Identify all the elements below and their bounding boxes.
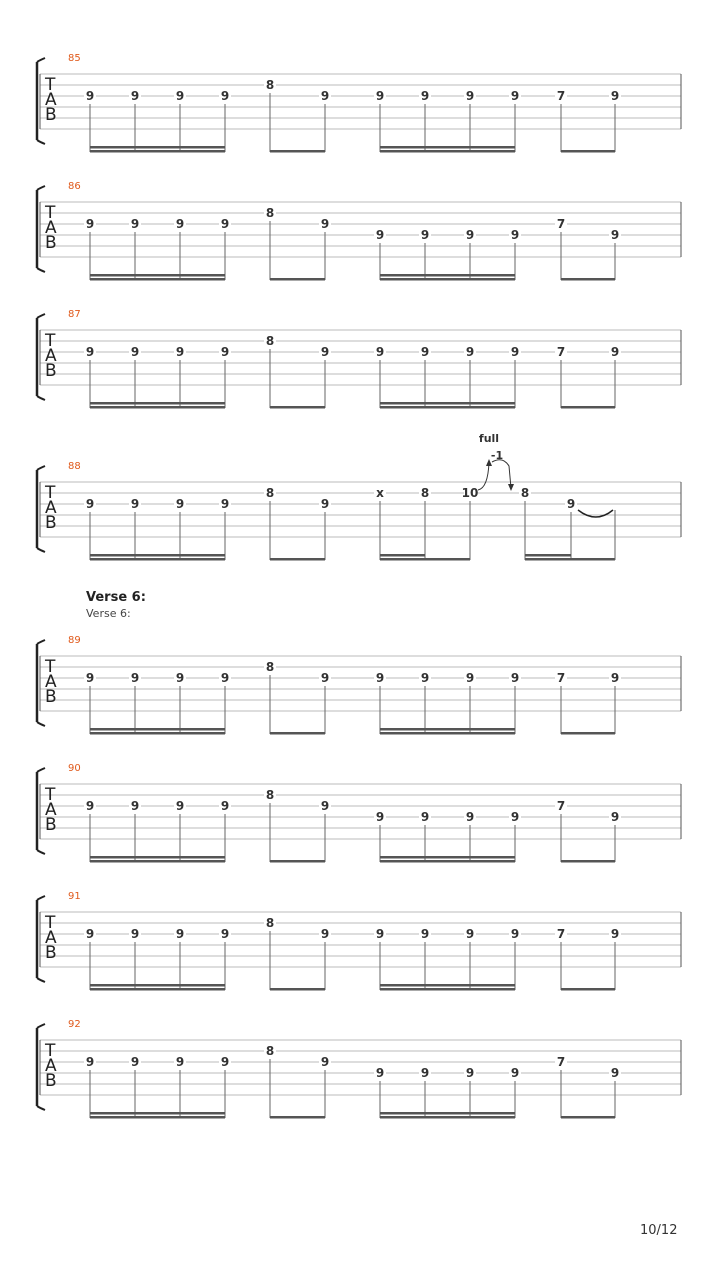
beam-secondary (380, 728, 515, 731)
system-86 (37, 181, 681, 281)
tab-note: 9 (85, 927, 95, 941)
beam-secondary (380, 402, 515, 405)
tab-note: 9 (566, 497, 576, 511)
tab-note: 8 (265, 486, 275, 500)
tab-note: 9 (510, 89, 520, 103)
measure-number: 88 (68, 461, 81, 472)
bracket-bottom-hook (37, 1106, 45, 1110)
beam-secondary (90, 856, 225, 859)
beam-secondary (90, 274, 225, 277)
bracket-top-hook (37, 1024, 45, 1028)
tab-note: 9 (175, 345, 185, 359)
tab-note: 9 (320, 927, 330, 941)
beam-secondary (90, 554, 225, 557)
beam-secondary (380, 554, 425, 557)
tab-note: 8 (265, 916, 275, 930)
beam (270, 150, 325, 153)
tab-note: 9 (610, 228, 620, 242)
beam (380, 732, 515, 735)
tab-letter: T (45, 657, 56, 677)
measure-number: 89 (68, 635, 81, 646)
tab-note: 9 (510, 228, 520, 242)
beam (90, 558, 225, 561)
system-90 (37, 763, 681, 863)
tab-note: 9 (130, 217, 140, 231)
system-88 (37, 432, 681, 561)
beam (525, 558, 615, 561)
tab-note: 9 (465, 89, 475, 103)
tab-letter: A (45, 346, 57, 366)
tab-note: 8 (265, 206, 275, 220)
release-arrowhead (508, 484, 514, 491)
beam (90, 860, 225, 863)
tab-note: 9 (510, 927, 520, 941)
tab-note: x (376, 486, 384, 500)
bracket-bottom-hook (37, 396, 45, 400)
bracket-bottom-hook (37, 140, 45, 144)
tab-note: 7 (556, 799, 566, 813)
tab-note: 8 (265, 334, 275, 348)
tab-note: 9 (420, 345, 430, 359)
tab-note: 9 (175, 671, 185, 685)
tab-note: 9 (510, 1066, 520, 1080)
beam (380, 1116, 515, 1119)
tab-note: 9 (220, 89, 230, 103)
beam (270, 860, 325, 863)
system-92 (37, 1019, 681, 1119)
tab-note: 9 (175, 1055, 185, 1069)
tab-note: 9 (220, 217, 230, 231)
tab-note: 9 (130, 1055, 140, 1069)
tab-letter: T (45, 1041, 56, 1061)
beam (561, 278, 615, 281)
tab-letter: A (45, 928, 57, 948)
tab-letter: A (45, 498, 57, 518)
beam (561, 406, 615, 409)
tab-note: 9 (220, 927, 230, 941)
tab-note: 9 (175, 217, 185, 231)
beam-secondary (380, 146, 515, 149)
tab-note: 9 (220, 671, 230, 685)
measure-number: 90 (68, 763, 81, 774)
tab-note: 7 (556, 1055, 566, 1069)
tab-note: 9 (510, 810, 520, 824)
tab-note: 9 (375, 810, 385, 824)
tab-note: 9 (220, 345, 230, 359)
tab-note: 9 (175, 497, 185, 511)
tab-letter: B (45, 233, 57, 253)
tab-letter: T (45, 483, 56, 503)
bracket-top-hook (37, 466, 45, 470)
tab-note: 9 (220, 497, 230, 511)
bracket-bottom-hook (37, 722, 45, 726)
tab-note: 9 (610, 1066, 620, 1080)
beam-secondary (380, 1112, 515, 1115)
tab-letter: B (45, 815, 57, 835)
tab-letter: A (45, 1056, 57, 1076)
page-number: 10/12 (640, 1223, 678, 1238)
tab-note: 9 (510, 345, 520, 359)
tab-note: 9 (130, 497, 140, 511)
tab-note: 8 (265, 78, 275, 92)
tab-note: 9 (465, 1066, 475, 1080)
tab-letter: T (45, 913, 56, 933)
tab-note: 7 (556, 345, 566, 359)
tab-note: 9 (320, 345, 330, 359)
bracket-top-hook (37, 314, 45, 318)
beam (380, 150, 515, 153)
tab-note: 9 (375, 345, 385, 359)
beam (380, 558, 470, 561)
beam (270, 988, 325, 991)
tab-note: 7 (556, 89, 566, 103)
measure-number: 87 (68, 309, 81, 320)
beam-secondary (380, 274, 515, 277)
tab-letter: B (45, 361, 57, 381)
beam-secondary (380, 984, 515, 987)
beam (561, 1116, 615, 1119)
tab-letter: T (45, 75, 56, 95)
tab-letter: A (45, 218, 57, 238)
tab-note: 9 (85, 799, 95, 813)
beam (380, 988, 515, 991)
tab-note: 9 (320, 799, 330, 813)
measure-number: 92 (68, 1019, 81, 1030)
beam (270, 278, 325, 281)
tab-note: 9 (465, 810, 475, 824)
section-title: Verse 6: (86, 590, 146, 605)
tab-note: 9 (375, 228, 385, 242)
tab-note: 9 (465, 927, 475, 941)
bend-curve (478, 462, 489, 490)
beam-secondary (90, 728, 225, 731)
beam (90, 406, 225, 409)
tab-note: 7 (556, 927, 566, 941)
tab-note: 8 (520, 486, 530, 500)
system-85 (37, 53, 681, 153)
tab-note: 9 (320, 671, 330, 685)
tab-note: 9 (465, 671, 475, 685)
tab-note: 9 (85, 217, 95, 231)
tab-note: 9 (130, 799, 140, 813)
tab-note: 9 (85, 671, 95, 685)
measure-number: 86 (68, 181, 81, 192)
tab-letter: A (45, 672, 57, 692)
bracket-bottom-hook (37, 850, 45, 854)
tab-note: 7 (556, 671, 566, 685)
tab-note: 9 (610, 927, 620, 941)
beam (380, 278, 515, 281)
beam (270, 406, 325, 409)
bend-label: full (478, 432, 500, 445)
beam (561, 150, 615, 153)
release-curve (492, 460, 511, 488)
tab-letter: B (45, 513, 57, 533)
release-label: -1 (490, 449, 504, 462)
tab-note: 9 (85, 1055, 95, 1069)
bracket-top-hook (37, 768, 45, 772)
measure-number: 91 (68, 891, 81, 902)
beam (270, 558, 325, 561)
tab-note: 9 (610, 671, 620, 685)
bracket-top-hook (37, 640, 45, 644)
tab-note: 9 (130, 671, 140, 685)
tab-note: 8 (265, 1044, 275, 1058)
tab-note: 9 (375, 89, 385, 103)
tab-note: 9 (130, 927, 140, 941)
tab-note: 10 (461, 486, 479, 500)
tab-note: 7 (556, 217, 566, 231)
tab-note: 9 (130, 345, 140, 359)
tab-note: 9 (175, 927, 185, 941)
tab-letter: B (45, 1071, 57, 1091)
tab-note: 9 (420, 1066, 430, 1080)
tab-note: 9 (85, 345, 95, 359)
bracket-bottom-hook (37, 548, 45, 552)
tab-note: 9 (420, 927, 430, 941)
tab-note: 8 (420, 486, 430, 500)
beam-secondary (90, 1112, 225, 1115)
beam (90, 150, 225, 153)
beam (561, 732, 615, 735)
tab-letter: A (45, 90, 57, 110)
beam (561, 860, 615, 863)
tab-note: 9 (420, 810, 430, 824)
beam-secondary (90, 146, 225, 149)
tab-note: 9 (85, 497, 95, 511)
tab-note: 9 (375, 927, 385, 941)
bracket-top-hook (37, 186, 45, 190)
beam (90, 732, 225, 735)
tab-note: 9 (130, 89, 140, 103)
system-89 (37, 635, 681, 735)
beam (90, 278, 225, 281)
tab-note: 8 (265, 660, 275, 674)
bracket-top-hook (37, 896, 45, 900)
system-91 (37, 891, 681, 991)
beam (270, 1116, 325, 1119)
beam-secondary (380, 856, 515, 859)
tab-note: 9 (320, 217, 330, 231)
beam-secondary (525, 554, 571, 557)
tab-note: 9 (610, 345, 620, 359)
beam-secondary (90, 402, 225, 405)
tab-note: 9 (220, 1055, 230, 1069)
beam-secondary (90, 984, 225, 987)
tab-letter: T (45, 785, 56, 805)
tab-note: 9 (375, 1066, 385, 1080)
beam (90, 988, 225, 991)
tab-note: 9 (320, 497, 330, 511)
bracket-bottom-hook (37, 268, 45, 272)
tab-letter: T (45, 203, 56, 223)
tab-note: 9 (465, 345, 475, 359)
tab-note: 8 (265, 788, 275, 802)
tab-letter: A (45, 800, 57, 820)
bracket-top-hook (37, 58, 45, 62)
tab-note: 9 (420, 228, 430, 242)
beam (561, 988, 615, 991)
tab-letter: T (45, 331, 56, 351)
tab-note: 9 (420, 89, 430, 103)
section-subtitle: Verse 6: (86, 607, 131, 620)
beam (90, 1116, 225, 1119)
beam (380, 406, 515, 409)
tab-note: 9 (420, 671, 430, 685)
tab-letter: B (45, 943, 57, 963)
tab-note: 9 (220, 799, 230, 813)
tab-note: 9 (320, 89, 330, 103)
system-87 (37, 309, 681, 409)
tab-note: 9 (610, 89, 620, 103)
tab-letter: B (45, 105, 57, 125)
tab-note: 9 (85, 89, 95, 103)
tie-arc (578, 510, 613, 517)
tab-letter: B (45, 687, 57, 707)
tab-note: 9 (320, 1055, 330, 1069)
tab-note: 9 (465, 228, 475, 242)
bracket-bottom-hook (37, 978, 45, 982)
beam (380, 860, 515, 863)
beam (270, 732, 325, 735)
tab-note: 9 (510, 671, 520, 685)
tab-note: 9 (610, 810, 620, 824)
tab-note: 9 (175, 799, 185, 813)
measure-number: 85 (68, 53, 81, 64)
tab-note: 9 (175, 89, 185, 103)
tab-note: 9 (375, 671, 385, 685)
